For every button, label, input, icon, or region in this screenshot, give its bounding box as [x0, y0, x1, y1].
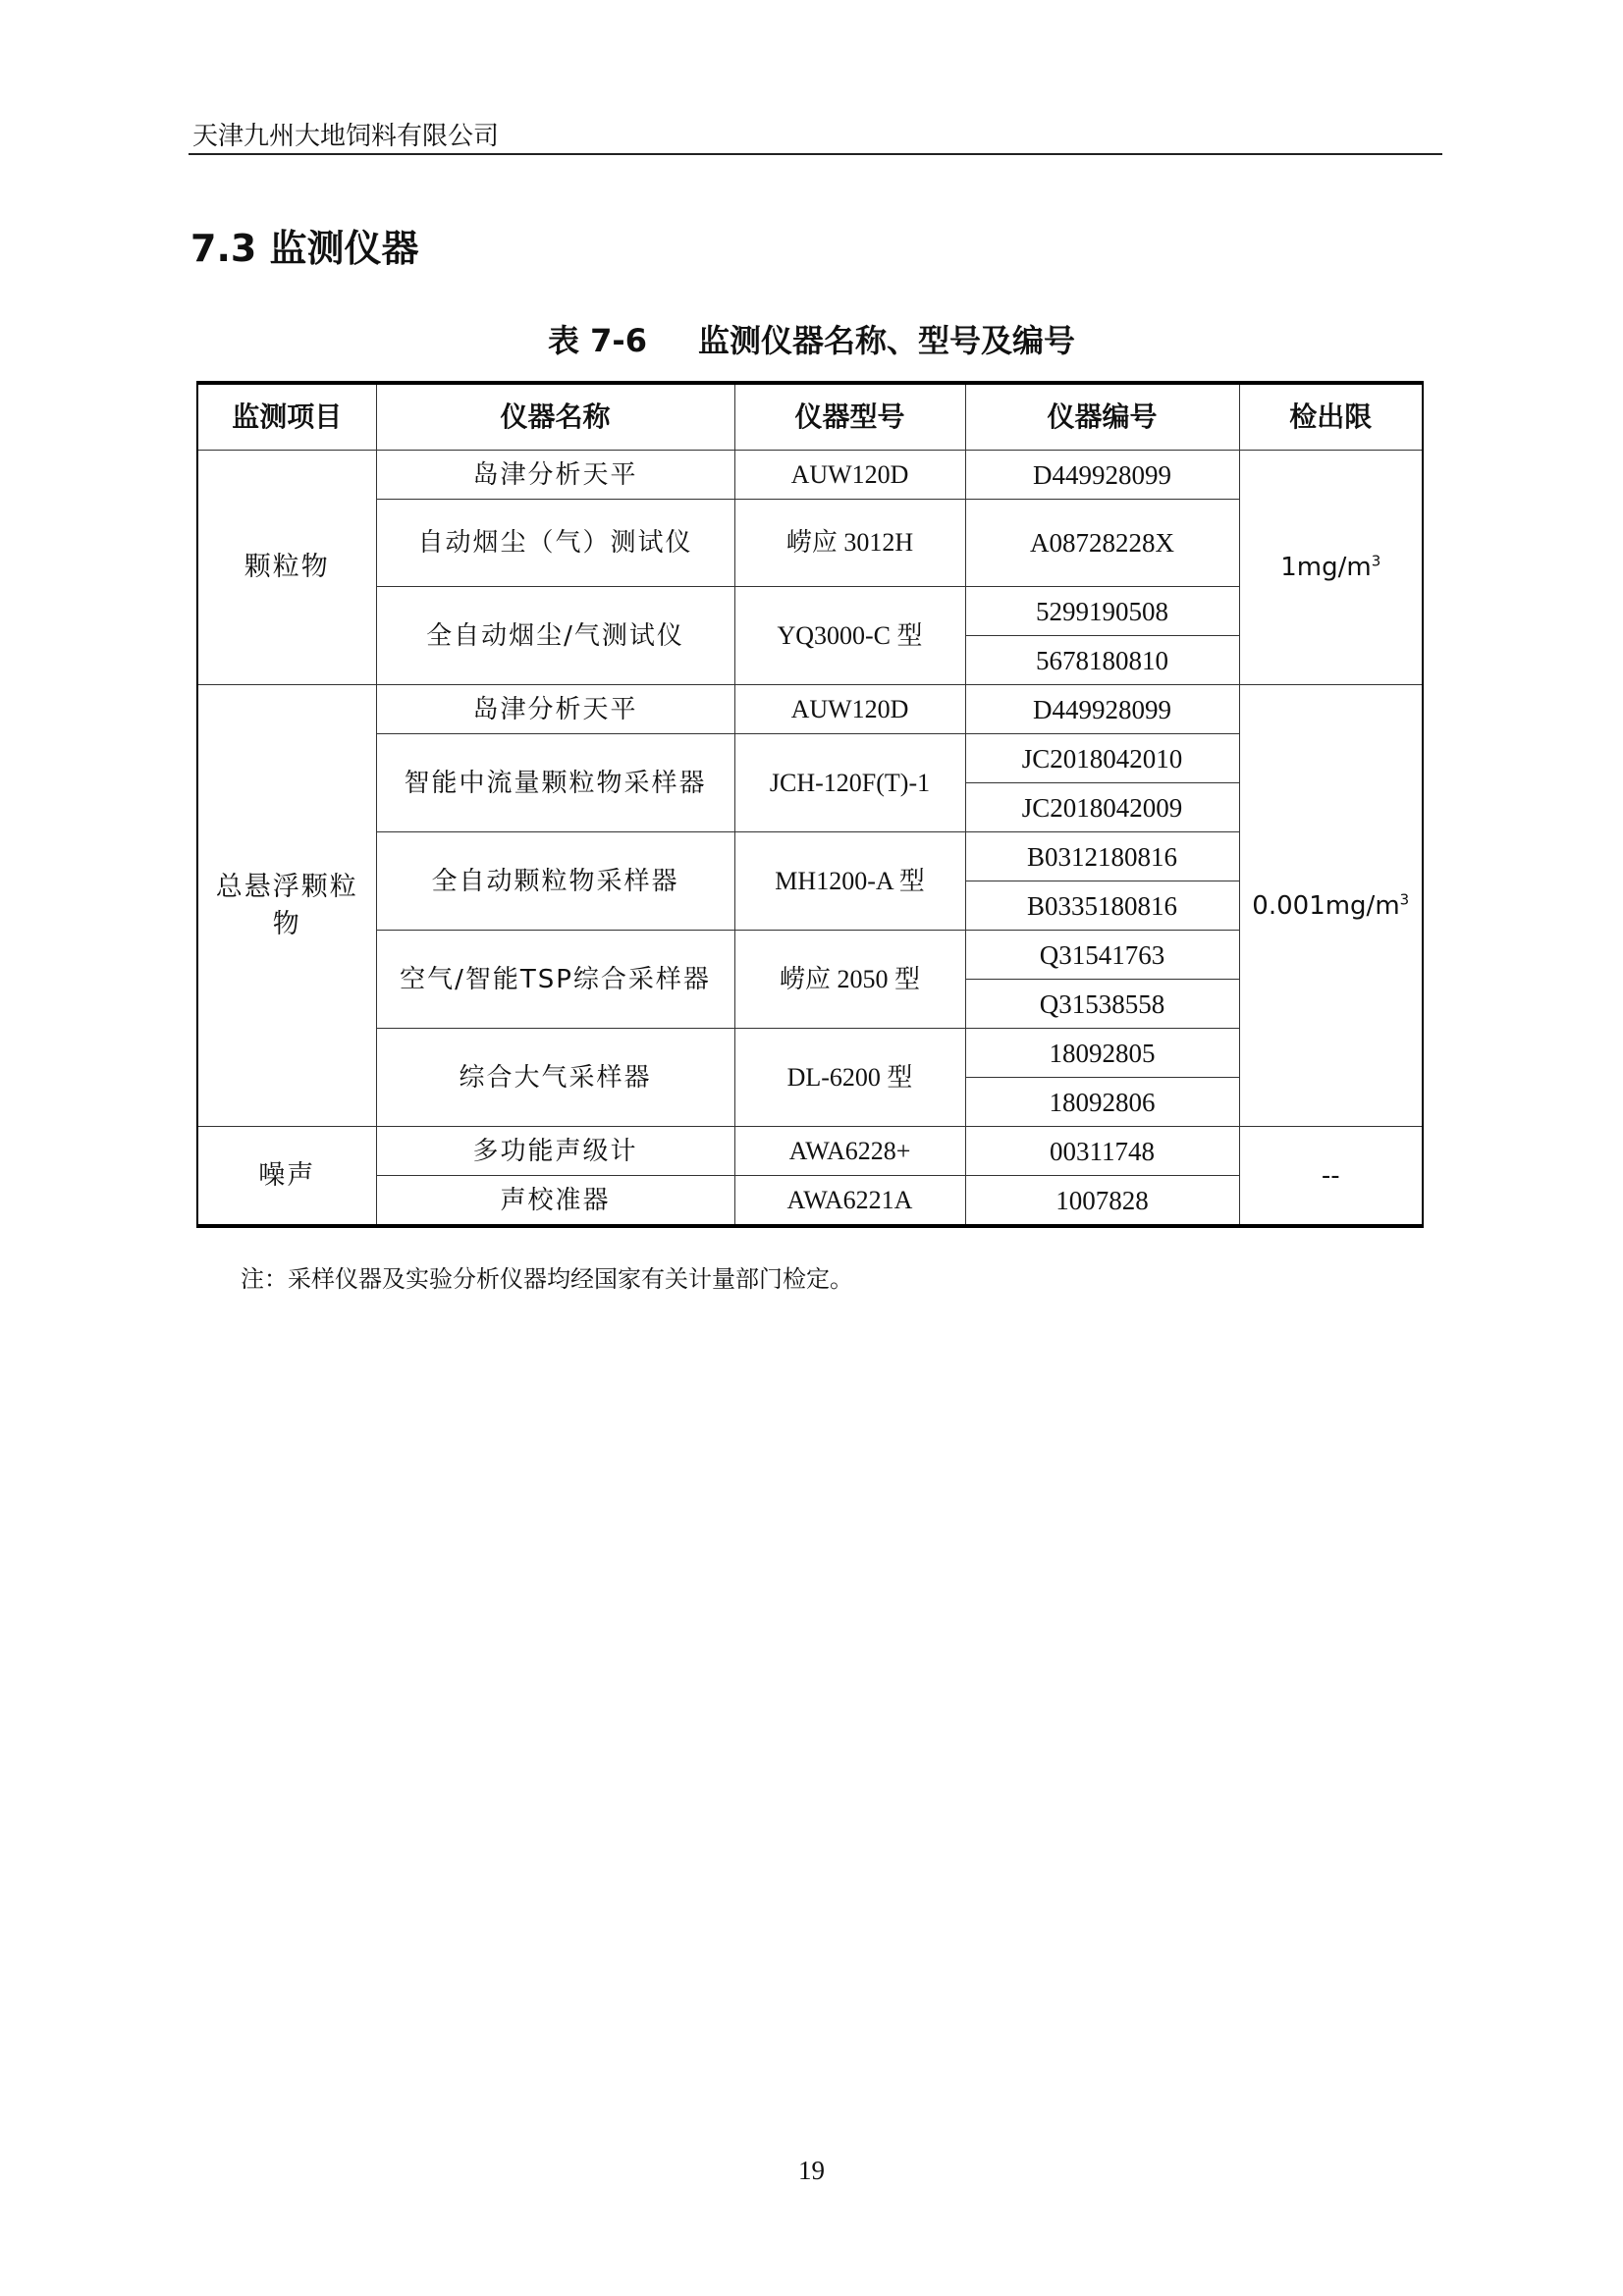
instrument-serial-cell: D449928099: [965, 451, 1239, 500]
instrument-table: [196, 381, 1424, 1228]
table-row: [197, 587, 1423, 636]
instrument-serial-cell: 5678180810: [965, 636, 1239, 685]
instrument-serial-cell: JC2018042010: [965, 734, 1239, 783]
instrument-serial-cell: A08728228X: [965, 500, 1239, 587]
instrument-name-cell: 空气/智能TSP综合采样器: [376, 931, 734, 1029]
instrument-serial-cell: 5299190508: [965, 587, 1239, 636]
table-caption: [0, 316, 1623, 361]
table-row: [197, 931, 1423, 980]
instrument-model-cell: 崂应 3012H: [734, 500, 965, 587]
instrument-serial-cell: Q31538558: [965, 980, 1239, 1029]
company-header: 天津九州大地饲料有限公司: [192, 122, 500, 151]
instrument-serial-cell: B0312180816: [965, 832, 1239, 881]
limit-superscript: 3: [1371, 552, 1381, 570]
instrument-serial-cell: Q31541763: [965, 931, 1239, 980]
instrument-name-cell: 全自动颗粒物采样器: [376, 832, 734, 931]
monitor-item-cell: 颗粒物: [197, 451, 376, 685]
header-divider: [189, 153, 1442, 155]
instrument-model-cell: AWA6221A: [734, 1176, 965, 1227]
table-row: [197, 832, 1423, 881]
limit-value: 1mg/m: [1280, 553, 1372, 582]
instrument-name-cell: 岛津分析天平: [376, 451, 734, 500]
header-serial: 仪器编号: [965, 383, 1239, 451]
instrument-name-cell: 多功能声级计: [376, 1127, 734, 1176]
table-row: [197, 734, 1423, 783]
monitor-item-cell: 总悬浮颗粒物: [197, 685, 376, 1127]
instrument-serial-cell: 18092805: [965, 1029, 1239, 1078]
instrument-name-cell: 全自动烟尘/气测试仪: [376, 587, 734, 685]
instrument-model-cell: YQ3000-C 型: [734, 587, 965, 685]
instrument-name-cell: 声校准器: [376, 1176, 734, 1227]
monitor-item-cell: 噪声: [197, 1127, 376, 1227]
instrument-model-cell: 崂应 2050 型: [734, 931, 965, 1029]
table-row: [197, 1127, 1423, 1176]
header-model: 仪器型号: [734, 383, 965, 451]
page-number: 19: [798, 2156, 825, 2185]
instrument-model-cell: AUW120D: [734, 685, 965, 734]
instrument-name-cell: 岛津分析天平: [376, 685, 734, 734]
detection-limit-cell: [1239, 685, 1423, 1127]
header-name: 仪器名称: [376, 383, 734, 451]
table-caption-text: 监测仪器名称、型号及编号: [697, 322, 1075, 359]
section-title: 7.3 监测仪器: [190, 227, 419, 270]
detection-limit-cell: --: [1239, 1127, 1423, 1227]
instrument-name-cell: 智能中流量颗粒物采样器: [376, 734, 734, 832]
table-row: [197, 500, 1423, 587]
table-row: [197, 1176, 1423, 1227]
instrument-model-cell: AWA6228+: [734, 1127, 965, 1176]
instrument-name-cell: 自动烟尘（气）测试仪: [376, 500, 734, 587]
instrument-serial-cell: 00311748: [965, 1127, 1239, 1176]
limit-value: 0.001mg/m: [1252, 890, 1400, 921]
table-footnote: 注：采样仪器及实验分析仪器均经国家有关计量部门检定。: [241, 1265, 853, 1293]
instrument-serial-cell: 18092806: [965, 1078, 1239, 1127]
instrument-model-cell: AUW120D: [734, 451, 965, 500]
instrument-model-cell: MH1200-A 型: [734, 832, 965, 931]
table-row: [197, 685, 1423, 734]
table-row: [197, 451, 1423, 500]
detection-limit-cell: [1239, 451, 1423, 685]
instrument-serial-cell: JC2018042009: [965, 783, 1239, 832]
table-caption-number: 表 7-6: [548, 322, 647, 359]
instrument-model-cell: JCH-120F(T)-1: [734, 734, 965, 832]
header-item: 监测项目: [197, 383, 376, 451]
instrument-serial-cell: D449928099: [965, 685, 1239, 734]
instrument-serial-cell: 1007828: [965, 1176, 1239, 1227]
instrument-serial-cell: B0335180816: [965, 881, 1239, 931]
limit-superscript: 3: [1399, 889, 1410, 908]
table-row: [197, 1029, 1423, 1078]
header-limit: 检出限: [1239, 383, 1423, 451]
instrument-model-cell: DL-6200 型: [734, 1029, 965, 1127]
instrument-name-cell: 综合大气采样器: [376, 1029, 734, 1127]
